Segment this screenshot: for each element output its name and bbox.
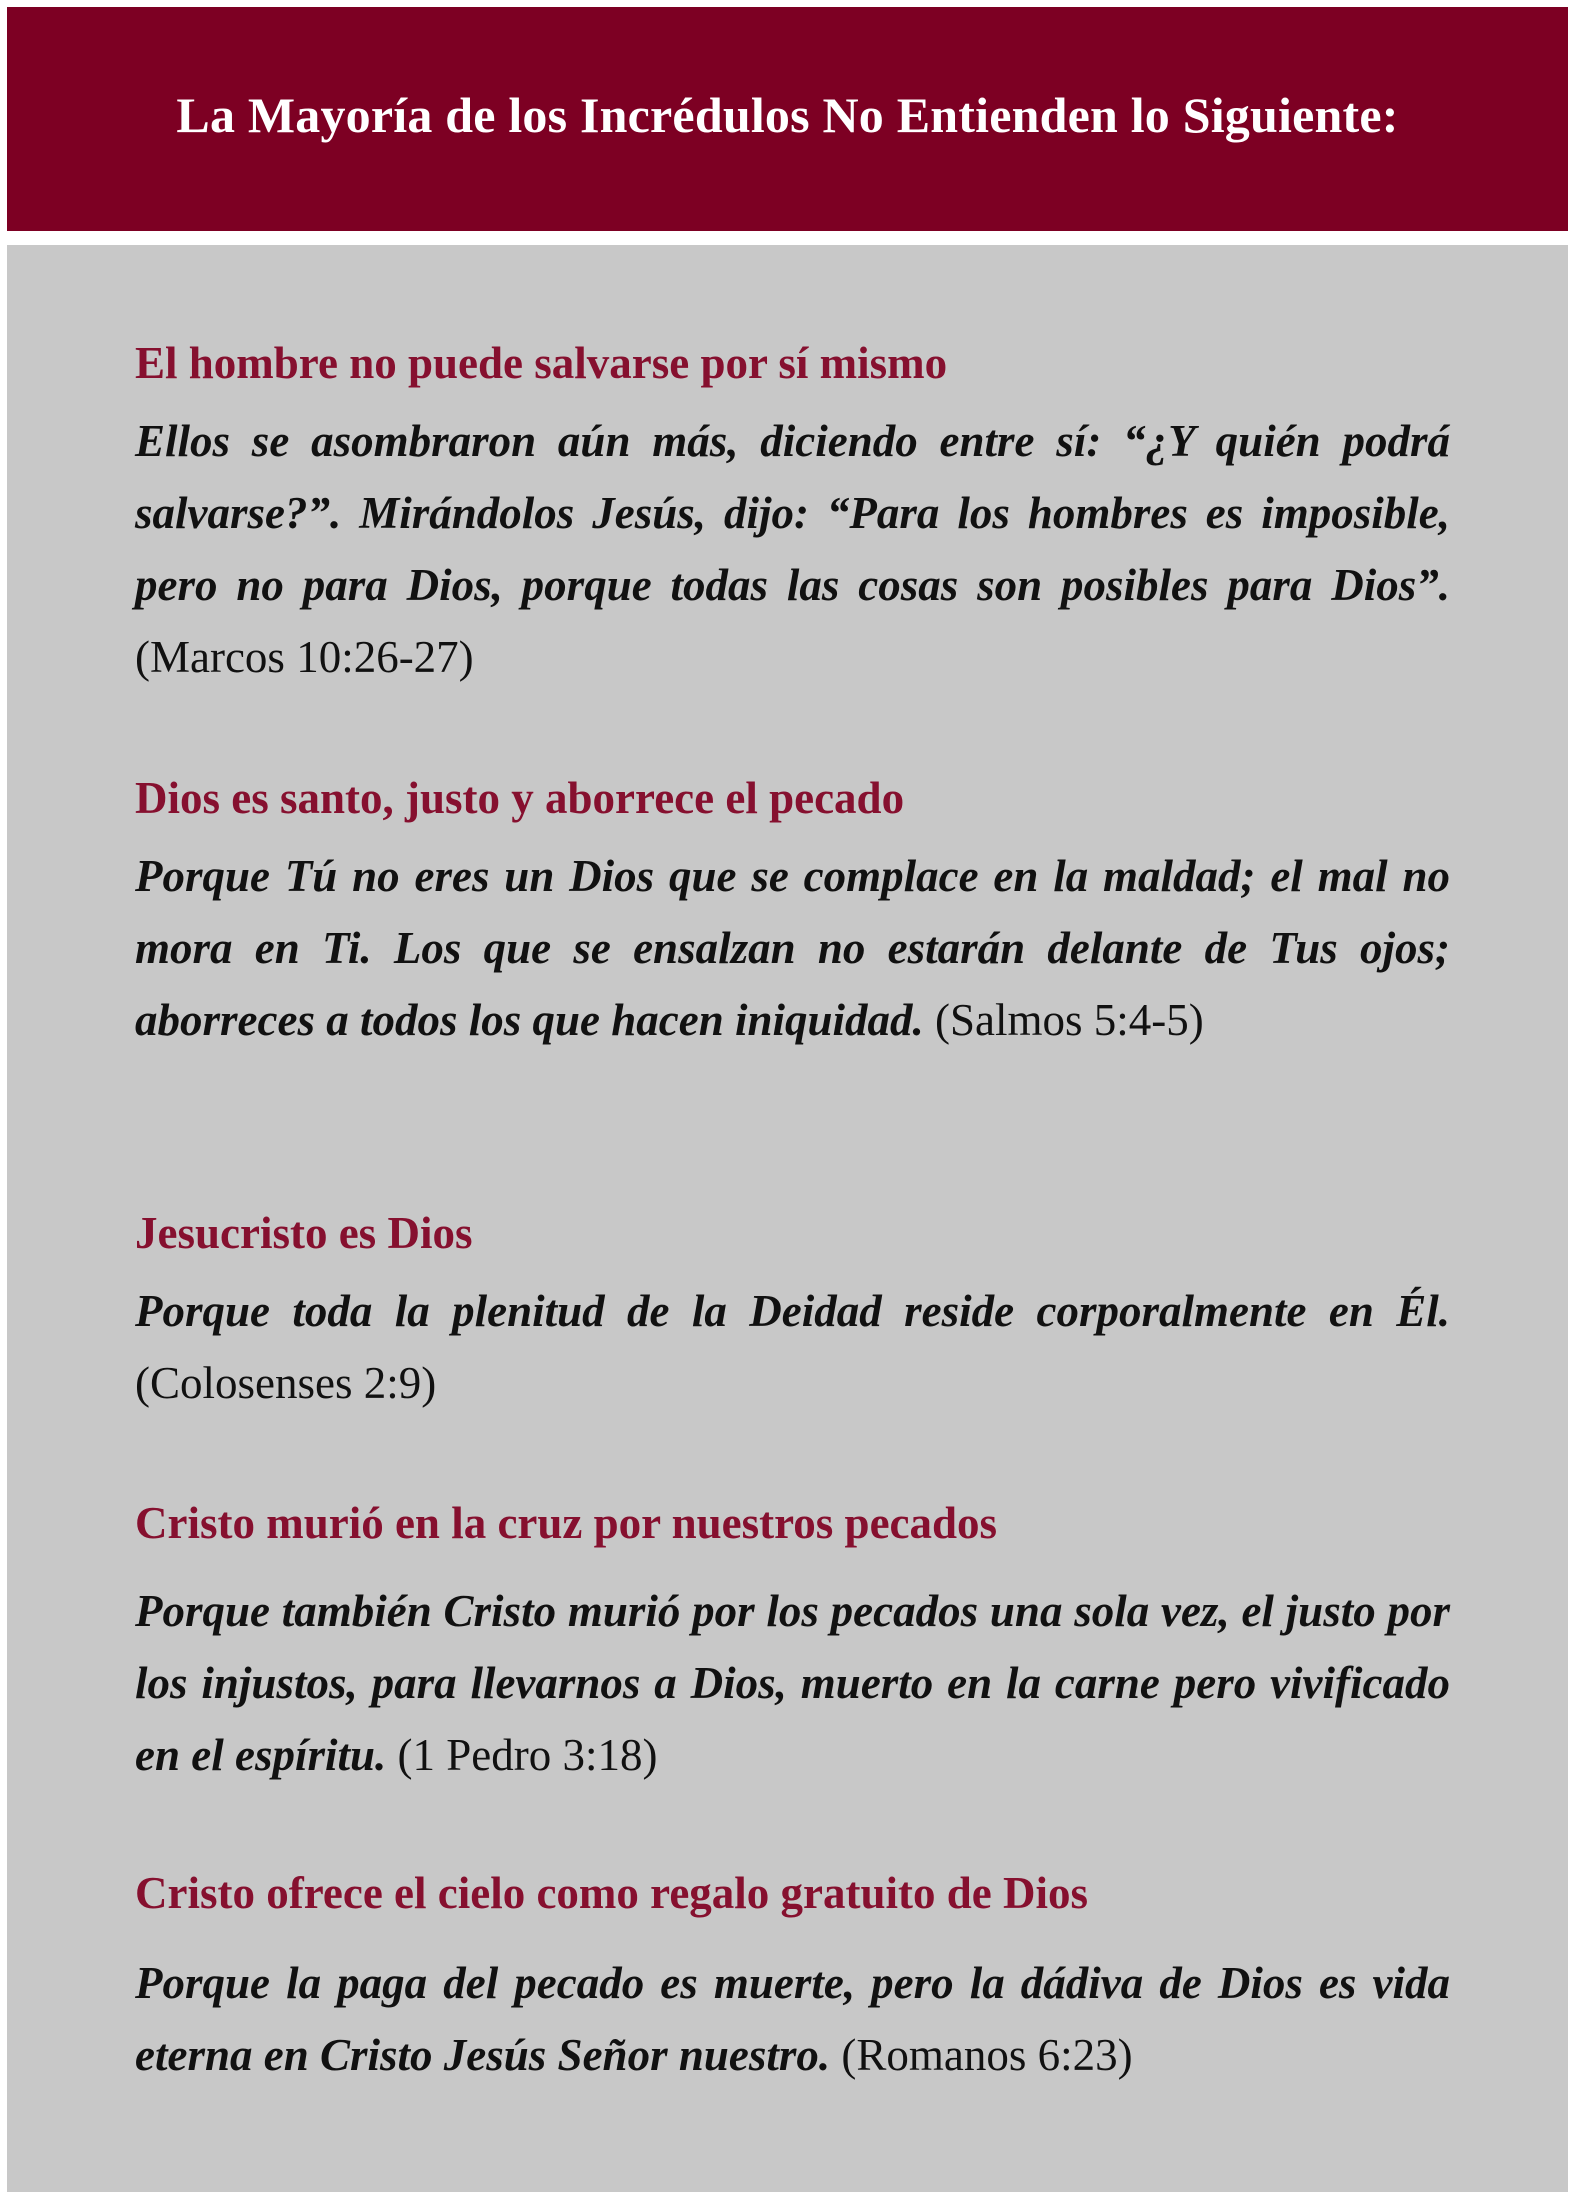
section-heading: Cristo murió en la cruz por nuestros pecados bbox=[135, 1498, 998, 1548]
scripture-quote: Ellos se asombraron aún más, diciendo entre sí: “¿Y quién podrá salvarse?”. Mirándolos Jesús, dijo: “Para los hombres es imposible, pero no para Dios, porque todas las cosas son posibles para Dios”. bbox=[135, 416, 1450, 610]
scripture-quote: Porque Tú no eres un Dios que se complace en la maldad; el mal no mora en Ti. Los que se ensalzan no estarán delante de Tus ojos; aborreces a todos los que hacen iniquidad. bbox=[135, 851, 1450, 1045]
scripture-reference: (Salmos 5:4-5) bbox=[935, 995, 1204, 1045]
section-body bbox=[135, 840, 1450, 1056]
scripture-quote: Porque la paga del pecado es muerte, pero la dádiva de Dios es vida eterna en Cristo Jesús Señor nuestro. bbox=[135, 1958, 1450, 2080]
section-body bbox=[135, 1575, 1450, 1791]
section-god-is-holy bbox=[135, 770, 1450, 1056]
scripture-reference: (Colosenses 2:9) bbox=[135, 1358, 437, 1408]
section-heading: Dios es santo, justo y aborrece el pecado bbox=[135, 773, 905, 823]
section-body bbox=[135, 1275, 1450, 1419]
section-man-cannot-save-himself bbox=[135, 335, 1450, 693]
page-title: La Mayoría de los Incrédulos No Entienden lo Siguiente: bbox=[176, 87, 1399, 143]
content-panel bbox=[7, 245, 1568, 2192]
section-heaven-free-gift bbox=[135, 1865, 1450, 2091]
scripture-reference: (Romanos 6:23) bbox=[841, 2030, 1133, 2080]
section-body bbox=[135, 405, 1450, 693]
section-heading: El hombre no puede salvarse por sí mismo bbox=[135, 338, 948, 388]
section-body bbox=[135, 1947, 1450, 2091]
section-heading: Jesucristo es Dios bbox=[135, 1208, 473, 1258]
section-jesus-is-god bbox=[135, 1205, 1450, 1419]
scripture-quote: Porque también Cristo murió por los pecados una sola vez, el justo por los injustos, para llevarnos a Dios, muerto en la carne pero vivificado en el espíritu. bbox=[135, 1586, 1450, 1780]
section-heading: Cristo ofrece el cielo como regalo gratuito de Dios bbox=[135, 1868, 1089, 1918]
section-christ-died-on-cross bbox=[135, 1495, 1450, 1791]
scripture-quote: Porque toda la plenitud de la Deidad reside corporalmente en Él. bbox=[135, 1286, 1450, 1336]
scripture-reference: (Marcos 10:26-27) bbox=[135, 632, 474, 682]
header-banner bbox=[7, 7, 1568, 231]
scripture-reference: (1 Pedro 3:18) bbox=[397, 1730, 658, 1780]
